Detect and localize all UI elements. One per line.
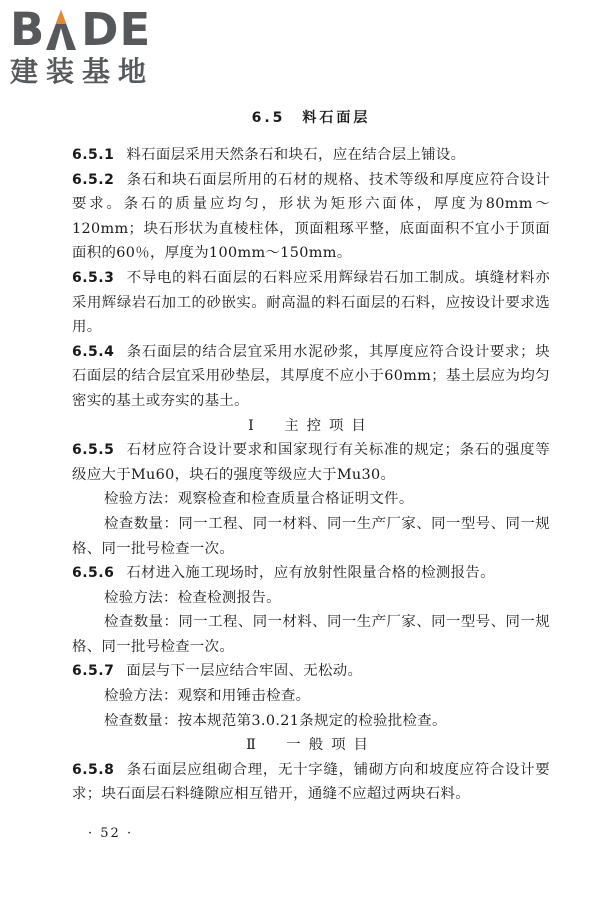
clause-number: 6.5.1 xyxy=(72,147,115,163)
inspection-method: 检验方法：检查检测报告。 xyxy=(104,589,281,606)
clause-text: 石材应符合设计要求和国家现行有关标准的规定；条石的强度等级应大于Mu60，块石的强度等级应大于Mu30。 xyxy=(72,442,550,483)
logo-subtitle: 建装基地 xyxy=(10,55,155,88)
clause-number: 6.5.2 xyxy=(72,171,115,188)
clause-text: 料石面层采用天然条石和块石，应在结合层上铺设。 xyxy=(126,147,466,163)
logo-a-roof-icon xyxy=(45,6,77,54)
section-title: 6.5 料石面层 xyxy=(251,110,371,126)
clause-6-5-7 xyxy=(72,659,550,684)
clause-6-5-1 xyxy=(72,143,550,168)
clause-6-5-2 xyxy=(72,168,550,266)
clause-text: 石材进入施工现场时，应有放射性限量合格的检测报告。 xyxy=(126,565,495,582)
inspection-quantity: 检查数量：同一工程、同一材料、同一生产厂家、同一型号、同一规格、同一批号检查一次。 xyxy=(72,515,550,557)
clause-number: 6.5.5 xyxy=(72,442,115,459)
clause-number: 6.5.4 xyxy=(72,343,115,360)
clause-number: 6.5.8 xyxy=(72,761,115,778)
clause-text: 条石和块石面层所用的石材的规格、技术等级和厚度应符合设计要求。条石的质量应均匀，形状为矩形六面体，厚度为80mm～120mm；块石形状为直棱柱体，顶面粗琢平整，底面面积不宜小于顶面面积的60％，厚度为100mm～150mm。 xyxy=(72,171,550,262)
clause-text: 条石面层的结合层宜采用水泥砂浆，其厚度应符合设计要求；块石面层的结合层宜采用砂垫层，其厚度不应小于60mm；基土层应为均匀密实的基土或夯实的基土。 xyxy=(72,343,550,409)
inspection-quantity: 检查数量：同一工程、同一材料、同一生产厂家、同一型号、同一规格、同一批号检查一次。 xyxy=(72,614,550,655)
clause-number: 6.5.7 xyxy=(72,663,115,680)
inspection-method: 检验方法：观察检查和检查质量合格证明文件。 xyxy=(104,491,414,508)
page-number: · 52 · xyxy=(88,826,134,841)
clause-text: 条石面层应组砌合理，无十字缝，铺砌方向和坡度应符合设计要求；块石面层石料缝隙应相互错开，通缝不应超过两块石料。 xyxy=(72,761,550,803)
clause-6-5-5 xyxy=(72,438,550,487)
inspection-quantity: 检查数量：按本规范第3.0.21条规定的检验批检查。 xyxy=(104,712,447,729)
bade-logo xyxy=(10,3,180,90)
clause-6-5-8 xyxy=(72,758,550,807)
clause-text: 面层与下一层应结合牢固、无松动。 xyxy=(126,663,363,680)
logo-letters-de: DE xyxy=(81,3,152,56)
general-items-heading: Ⅱ 一般项目 xyxy=(246,737,376,754)
clause-text: 不导电的料石面层的石料应采用辉绿岩石加工制成。填缝材料亦采用辉绿岩石加工的砂嵌实。耐高温的料石面层的石料，应按设计要求选用。 xyxy=(72,269,550,336)
logo-letter-a xyxy=(45,6,81,54)
clause-number: 6.5.3 xyxy=(72,269,115,286)
clause-6-5-3 xyxy=(72,266,550,340)
document-body xyxy=(72,106,550,807)
clause-number: 6.5.6 xyxy=(72,565,115,582)
logo-wordmark xyxy=(10,3,180,56)
inspection-method: 检验方法：观察和用锤击检查。 xyxy=(104,688,311,705)
clause-6-5-6 xyxy=(72,561,550,586)
clause-6-5-4 xyxy=(72,340,550,414)
main-control-heading: Ⅰ 主控项目 xyxy=(248,417,374,434)
logo-letter-b: B xyxy=(10,3,46,56)
